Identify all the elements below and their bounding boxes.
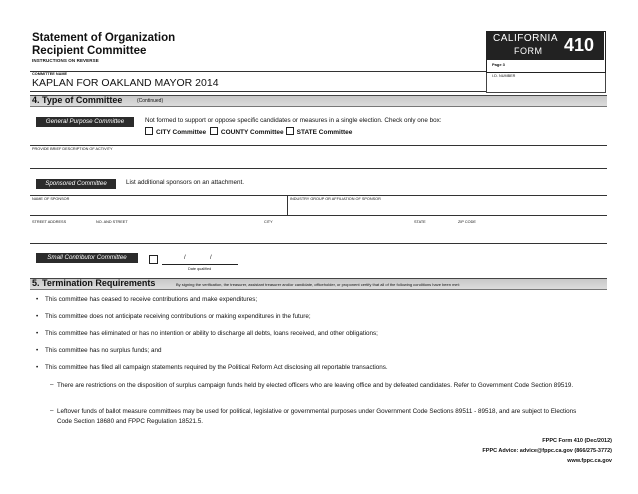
divider: [30, 215, 607, 216]
section-4-subtitle: (Continued): [137, 98, 164, 104]
state-option-label: STATE Committee: [296, 129, 353, 136]
sponsored-description: List additional sponsors on an attachment.: [126, 179, 244, 186]
date-separator: /: [210, 255, 212, 261]
condition-text: This committee has no surplus funds; and: [45, 347, 162, 354]
committee-scope-options: [143, 127, 352, 136]
general-purpose-label: General Purpose Committee: [36, 117, 134, 127]
sponsored-committee-label: Sponsored Committee: [36, 179, 116, 189]
form-number: 410: [564, 35, 595, 55]
committee-name-value[interactable]: KAPLAN FOR OAKLAND MAYOR 2014: [32, 77, 219, 89]
date-qualified-field[interactable]: [162, 256, 238, 265]
sub-item-leftover-funds: Leftover funds of ballot measure committees may be used for political, legislative or governmental purposes under Government Code Sections 89511 - 89518, and are subject to Elections Code Section 18680 and FPPC Regulation 18521.5.: [57, 408, 577, 425]
small-contributor-checkbox[interactable]: [149, 255, 158, 264]
divider: [30, 91, 486, 92]
form-id-box: [486, 31, 606, 73]
termination-condition: • This committee has filed all campaign statements required by the Political Reform Act disclosing all reportable transactions.: [36, 364, 388, 371]
dash-marker: –: [50, 381, 54, 388]
condition-text: This committee has eliminated or has no intention or ability to discharge all debts, loans received, and other obligations;: [45, 330, 378, 337]
county-checkbox[interactable]: [210, 127, 218, 135]
no-and-street-label: NO. AND STREET: [96, 220, 128, 224]
state-label: CALIFORNIA: [493, 33, 559, 44]
street-address-label: STREET ADDRESS: [32, 220, 67, 224]
page-label: Page 3: [492, 62, 505, 67]
condition-text: This committee has ceased to receive contributions and make expenditures;: [45, 296, 258, 303]
footer-website[interactable]: www.fppc.ca.gov: [567, 458, 612, 464]
date-separator: /: [184, 255, 186, 261]
termination-condition: • This committee has eliminated or has no intention or ability to discharge all debts, loans received, and other obligations;: [36, 330, 378, 337]
instructions-note: INSTRUCTIONS ON REVERSE: [32, 58, 99, 63]
id-number-field[interactable]: [486, 73, 606, 93]
field-separator: [287, 195, 288, 215]
form-label: FORM: [514, 46, 543, 56]
section-5-header: [30, 278, 607, 290]
city-option-label: CITY Committee: [156, 129, 207, 136]
committee-name-label: COMMITTEE NAME: [32, 72, 68, 76]
state-label-field: STATE: [414, 220, 426, 224]
form-title-line2: Recipient Committee: [32, 45, 147, 57]
divider: [30, 71, 486, 72]
divider: [30, 145, 607, 146]
date-qualified-label: Date qualified: [188, 267, 212, 271]
city-label: CITY: [264, 220, 273, 224]
section-5-title: 5. Termination Requirements: [32, 278, 156, 288]
section-4-title: 4. Type of Committee: [32, 95, 123, 105]
condition-text: This committee does not anticipate receiving contributions or making expenditures in the future;: [45, 313, 311, 320]
form-title-line1: Statement of Organization: [32, 32, 176, 44]
termination-condition: • This committee does not anticipate receiving contributions or making expenditures in the future;: [36, 313, 311, 320]
id-number-label: I.D. NUMBER: [492, 74, 516, 78]
section-5-note: By signing the verification, the treasurer, assistant treasurer and/or candidate, officeholder, or proponent certify that all of the following conditions have been met:: [176, 282, 460, 287]
general-purpose-description: Not formed to support or oppose specific candidates or measures in a single election. Check only one box:: [145, 117, 442, 124]
state-checkbox[interactable]: [286, 127, 294, 135]
activity-description-label: PROVIDE BRIEF DESCRIPTION OF ACTIVITY: [32, 147, 113, 151]
footer-form-ref: FPPC Form 410 (Dec/2012): [542, 438, 612, 444]
small-contributor-label: Small Contributor Committee: [36, 253, 138, 263]
divider: [30, 168, 607, 169]
section-4-header: [30, 95, 607, 107]
form-title: [32, 32, 175, 58]
form-badge: [487, 32, 604, 60]
sponsor-name-label: NAME OF SPONSOR: [32, 197, 70, 201]
footer-advice: FPPC Advice: advice@fppc.ca.gov (866/275-3772): [482, 448, 612, 454]
divider: [30, 195, 607, 196]
termination-condition: • This committee has ceased to receive contributions and make expenditures;: [36, 296, 258, 303]
county-option-label: COUNTY Committee: [220, 129, 284, 136]
industry-group-label: INDUSTRY GROUP OR AFFILIATION OF SPONSOR: [290, 197, 381, 201]
divider: [30, 243, 607, 244]
sub-item-surplus-funds: There are restrictions on the disposition of surplus campaign funds held by elected officers who are leaving office and by defeated candidates. Refer to Government Code Section 89519.: [57, 382, 574, 389]
termination-condition: • This committee has no surplus funds; and: [36, 347, 162, 354]
condition-text: This committee has filed all campaign statements required by the Political Reform Act disclosing all reportable transactions.: [45, 364, 388, 371]
city-checkbox[interactable]: [145, 127, 153, 135]
dash-marker: –: [50, 407, 54, 414]
zip-code-label: ZIP CODE: [458, 220, 476, 224]
